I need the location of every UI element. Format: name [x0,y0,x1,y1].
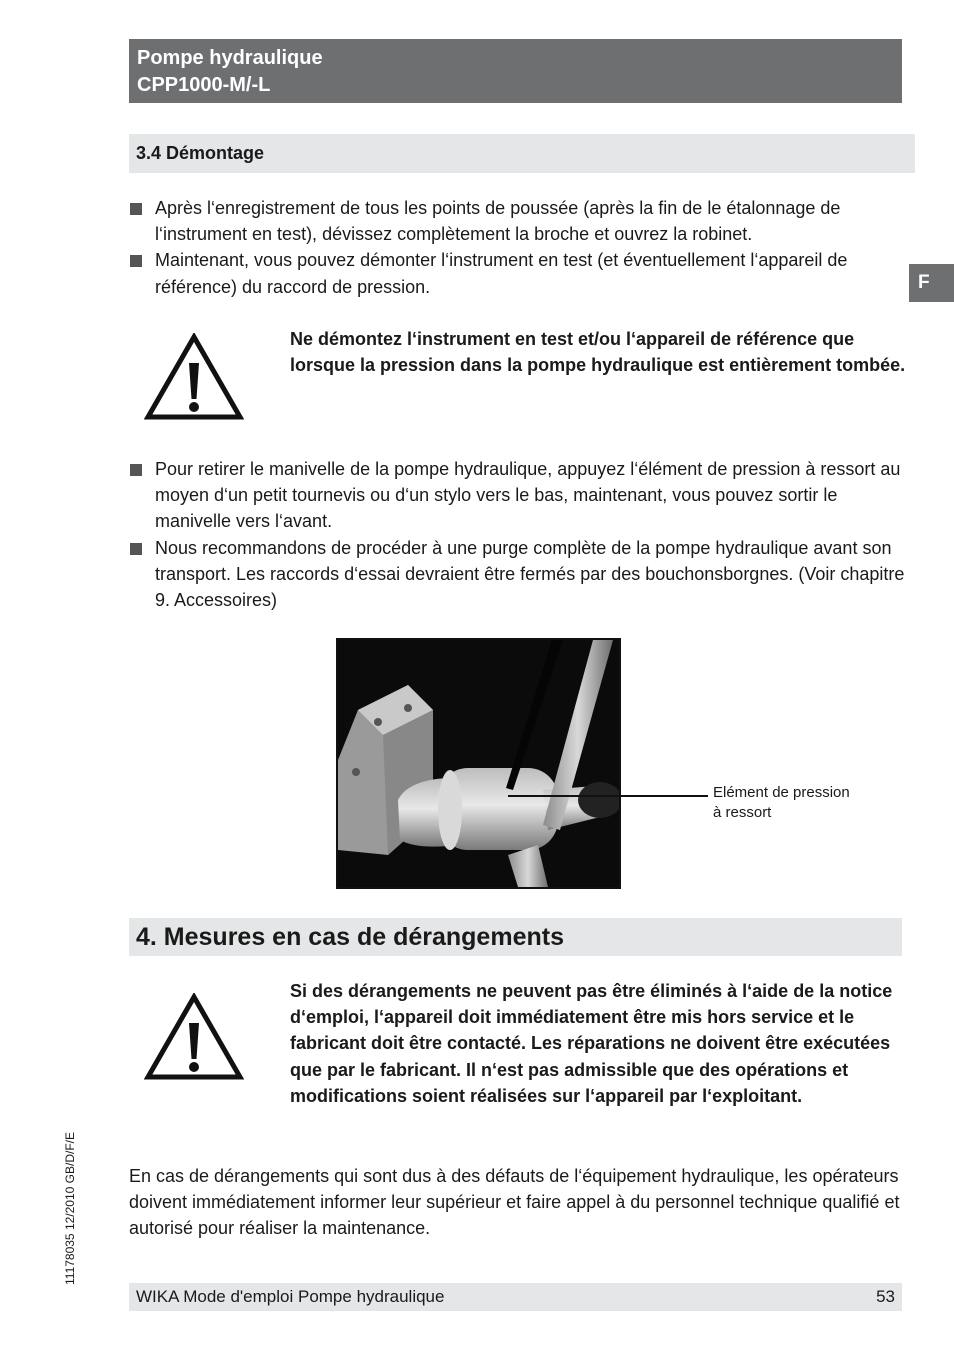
page-number: 53 [876,1287,895,1306]
document-code-text: 11178035 12/2010 GB/D/F/E [63,1132,77,1285]
list-item-text: Après l‘enregistrement de tous les points de poussée (après la fin de le étalonnage de l‘instrument en test), dévissez complètement la broche et ouvrez la robinet. [155,198,841,245]
bullet-square-icon [130,464,142,476]
bullet-list-top [129,195,909,300]
document-header [129,39,902,103]
header-title-line1: Pompe hydraulique [137,47,323,69]
list-item-text: Pour retirer le manivelle de la pompe hydraulique, appuyez l‘élément de pression à ressort au moyen d‘un petit tournevis ou d‘un stylo vers le bas, maintenant, vous pouvez sortir le manivelle vers l‘avant. [155,459,901,532]
bullet-square-icon [130,255,142,267]
warning-text-malfunction: Si des dérangements ne peuvent pas être éliminés à l‘aide de la notice d‘emploi, l‘appareil doit immédiatement être mis hors service et le fabricant doit être contacté. Les réparations ne doivent être exécutées que par le fabricant. Il n‘est pas admissible que des opérations et modifications soient réalisées sur l‘appareil par l‘exploitant. [290,981,893,1106]
callout-line2: à ressort [713,804,772,821]
bullet-square-icon [130,203,142,215]
language-tab: F [909,264,954,302]
pump-crank-photo [336,638,621,889]
callout-line1: Elément de pression [713,784,850,801]
warning-triangle-icon [144,993,244,1081]
bullet-list-bottom [129,456,909,613]
warning-triangle-icon [144,333,244,421]
warning-text-disassembly: Ne démontez l‘instrument en test et/ou l‘appareil de référence que lorsque la pression dans la pompe hydraulique est entièrement tombée. [290,329,906,376]
list-item-text: Maintenant, vous pouvez démonter l‘instrument en test (et éventuellement l‘appareil de référence) du raccord de pression. [155,250,848,297]
figure-callout [713,783,850,823]
bullet-square-icon [130,543,142,555]
list-item [129,195,909,247]
list-item [129,535,909,614]
list-item [129,247,909,299]
section-heading: 3.4 Démontage [129,134,915,173]
footer-title: WIKA Mode d'emploi Pompe hydraulique [136,1287,445,1306]
header-title-line2: CPP1000-M/-L [137,74,271,96]
document-code-vertical [63,1075,83,1285]
page-footer [129,1283,902,1311]
list-item [129,456,909,535]
list-item-text: Nous recommandons de procéder à une purge complète de la pompe hydraulique avant son transport. Les raccords d‘essai devraient être fermés par des bouchonsborgnes. (Voir chapitre 9. Accessoires) [155,537,905,611]
callout-leader-line [508,795,708,797]
malfunction-paragraph: En cas de dérangements qui sont dus à des défauts de l‘équipement hydraulique, les opérateurs doivent immédiatement informer leur supérieur et faire appel à du personnel technique qualifié et autorisé pour réaliser la maintenance. [129,1166,900,1239]
chapter-heading: 4. Mesures en cas de dérangements [129,918,902,956]
